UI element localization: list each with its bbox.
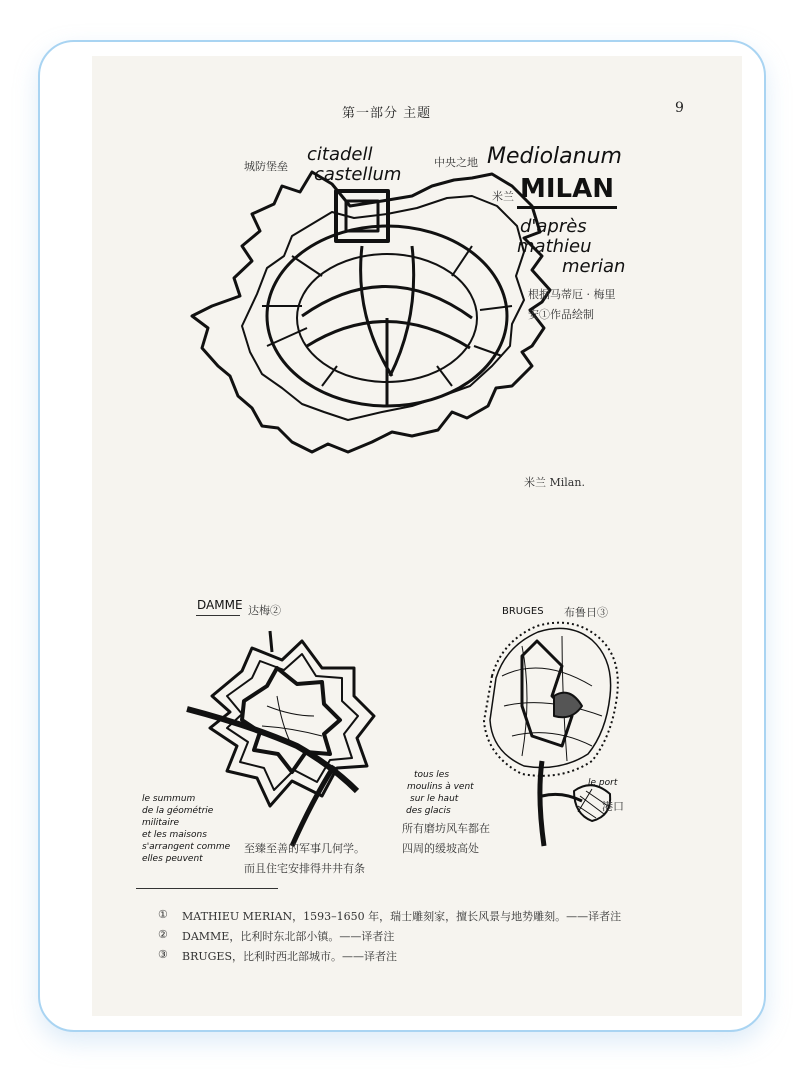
damme-hand-note-5: s'arrangent comme bbox=[142, 842, 231, 852]
milan-label-cn: 米兰 bbox=[492, 190, 514, 203]
damme-cn-label: 达梅② bbox=[248, 604, 281, 617]
after-hand-2: mathieu bbox=[517, 236, 592, 257]
center-label-hand: Mediolanum bbox=[487, 144, 622, 169]
citadel-label-hand-1: citadell bbox=[307, 144, 373, 165]
milan-caption: 米兰 Milan. bbox=[524, 476, 585, 489]
page-number: 9 bbox=[675, 100, 684, 116]
bruges-port-cn: 港口 bbox=[602, 800, 624, 813]
footnote-divider bbox=[136, 888, 278, 889]
damme-hand-note-1: le summum bbox=[142, 794, 196, 804]
after-hand-1: d'après bbox=[520, 216, 587, 237]
bruges-cn-label: 布鲁日③ bbox=[564, 606, 608, 619]
bruges-hand-note-2: moulins à vent bbox=[407, 782, 474, 792]
citadel-label-hand-2: castellum bbox=[314, 164, 402, 185]
damme-cn-caption-1: 至臻至善的军事几何学。 bbox=[244, 842, 365, 855]
footnote-1-text: MATHIEU MERIAN，1593–1650 年，瑞士雕刻家，擅长风景与地势雕刻。——译者注 bbox=[182, 910, 622, 923]
damme-hand-note-4: et les maisons bbox=[142, 830, 207, 840]
damme-cn-caption-2: 而且住宅安排得井井有条 bbox=[244, 862, 365, 875]
bruges-cn-caption-1: 所有磨坊风车都在 bbox=[402, 822, 490, 835]
bruges-cn-caption-2: 四周的缓坡高处 bbox=[402, 842, 479, 855]
after-cn-2: 安①作品绘制 bbox=[528, 308, 594, 321]
milan-label-hand: MILAN bbox=[520, 174, 614, 204]
footnote-3-text: BRUGES，比利时西北部城市。——译者注 bbox=[182, 950, 397, 963]
damme-hand-note-2: de la géométrie bbox=[142, 806, 214, 816]
book-page bbox=[92, 56, 742, 1016]
center-label-cn: 中央之地 bbox=[434, 156, 478, 169]
bruges-hand-note-3: sur le haut bbox=[410, 794, 459, 804]
footnote-2-mark: ② bbox=[158, 928, 168, 941]
page-header: 第一部分 主题 bbox=[342, 106, 432, 121]
bruges-hand-note-4: des glacis bbox=[406, 806, 451, 816]
footnote-2-text: DAMME，比利时东北部小镇。——译者注 bbox=[182, 930, 395, 943]
footnote-3-mark: ③ bbox=[158, 948, 168, 961]
bruges-hand-note-1: tous les bbox=[414, 770, 450, 780]
citadel-label-cn: 城防堡垒 bbox=[244, 160, 288, 173]
after-hand-3: merian bbox=[562, 256, 626, 277]
after-cn-1: 根据马蒂厄 · 梅里 bbox=[528, 288, 616, 301]
bruges-port-hand: le port bbox=[588, 778, 618, 788]
footnote-1-mark: ① bbox=[158, 908, 168, 921]
damme-hand-note-3: militaire bbox=[142, 818, 180, 828]
damme-hand-note-6: elles peuvent bbox=[142, 854, 203, 864]
photo-frame bbox=[38, 40, 766, 1032]
bruges-hand-label: BRUGES bbox=[502, 606, 544, 617]
damme-hand-label: DAMME bbox=[197, 598, 243, 612]
bruges-town-drawing bbox=[92, 56, 742, 1016]
